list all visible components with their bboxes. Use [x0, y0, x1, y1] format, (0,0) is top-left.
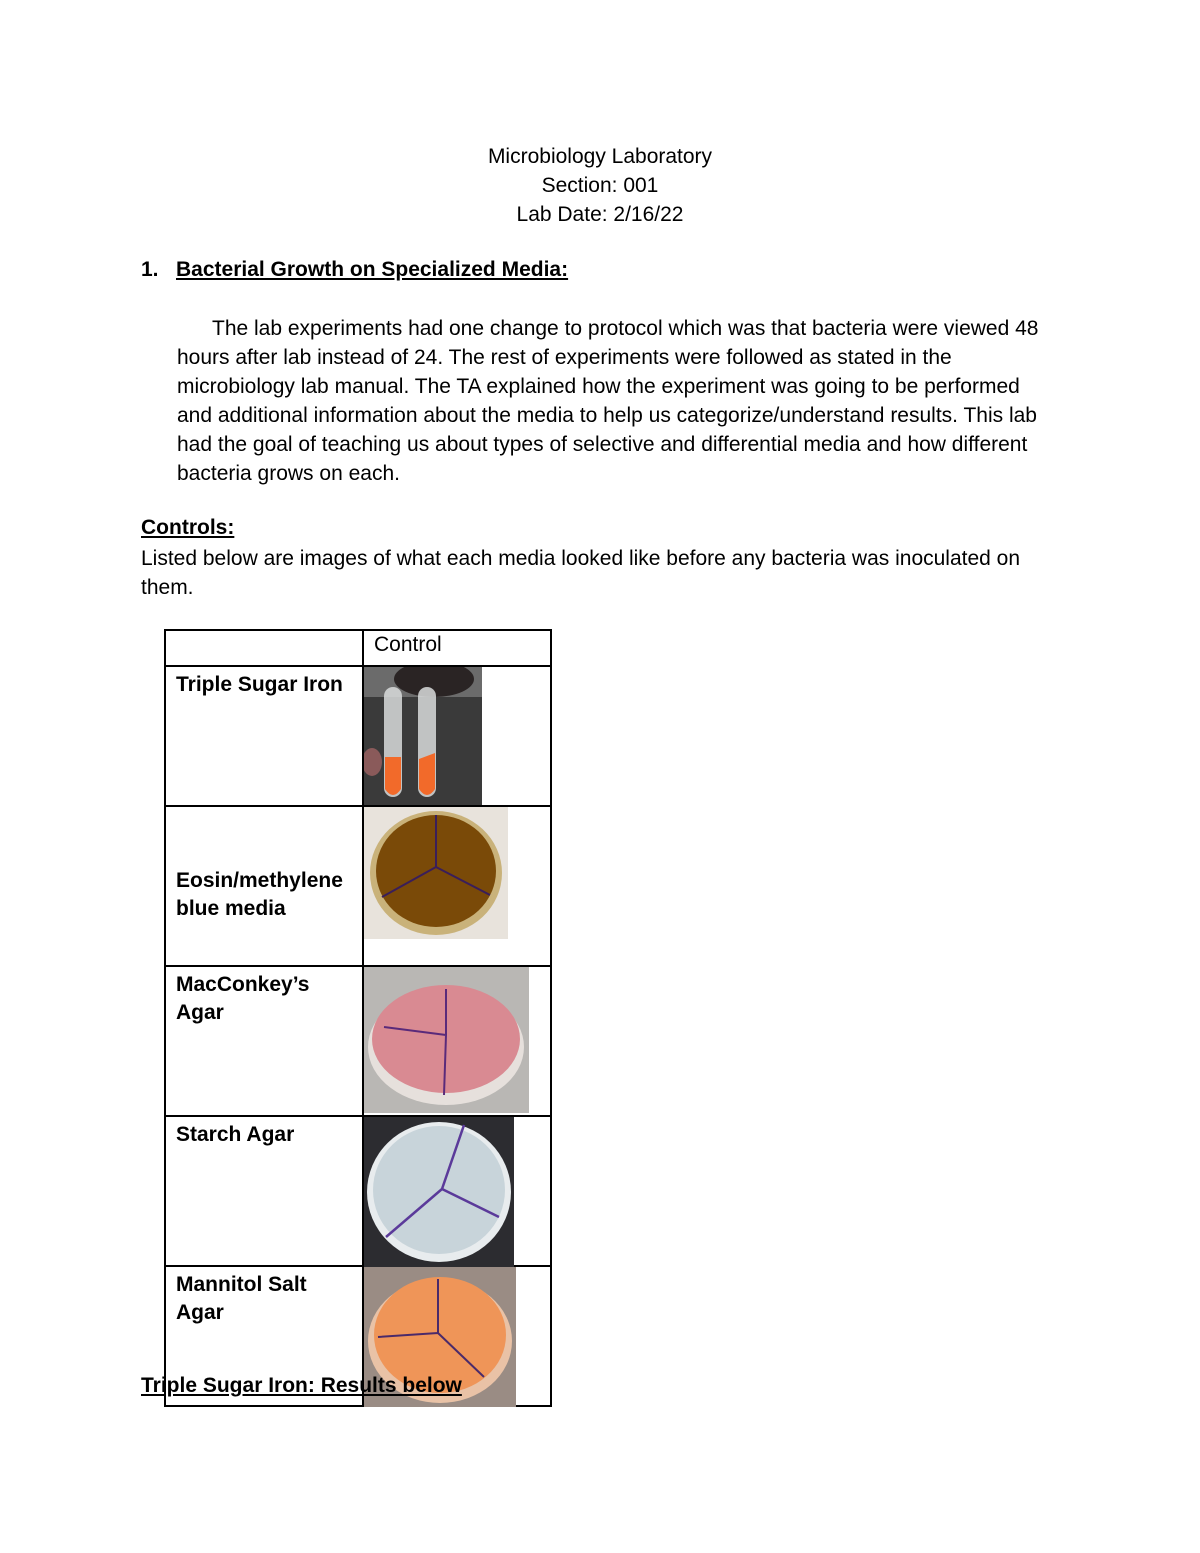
lab-date: Lab Date: 2/16/22: [516, 203, 684, 226]
table-row: [165, 806, 551, 966]
column-header-control: Control: [363, 630, 551, 666]
control-image-cell: [363, 1116, 551, 1266]
section-title: Bacterial Growth on Specialized Media:: [176, 258, 569, 281]
intro-paragraph: [177, 314, 1057, 488]
header-blank-cell: [165, 630, 363, 666]
controls-description-text: Listed below are images of what each media looked like before any bacteria was inoculated on them.: [141, 547, 1021, 599]
table-row: [165, 1116, 551, 1266]
macconkey-plate-photo: [364, 967, 529, 1113]
emb-plate-photo: [364, 807, 508, 939]
tsi-tubes-photo: [364, 667, 482, 805]
intro-text: The lab experiments had one change to protocol which was that bacteria were viewed 48 hours after lab instead of 24. The rest of experiments were followed as stated in the microbiology lab manual. The TA explained how the experiment was going to be performed and additional information about the media to help us categorize/understand results. This lab had the goal of teaching us about types of selective and differential media and how different bacteria grows on each.: [177, 317, 1039, 485]
control-image-cell: [363, 666, 551, 806]
course-title: Microbiology Laboratory: [487, 145, 713, 168]
section-number: Section: 001: [541, 174, 659, 197]
media-name-cell: Mannitol Salt Agar: [165, 1266, 363, 1406]
media-name-cell: MacConkey’s Agar: [165, 966, 363, 1116]
section-number-label: 1.: [141, 258, 159, 281]
starch-plate-photo: [364, 1117, 514, 1267]
media-name-cell: Eosin/methylene blue media: [165, 806, 363, 966]
controls-table: [164, 629, 552, 1407]
document-header: [0, 142, 1200, 229]
table-row: [165, 666, 551, 806]
media-name-cell: Triple Sugar Iron: [165, 666, 363, 806]
control-image-cell: [363, 806, 551, 966]
table-header-row: [165, 630, 551, 666]
results-heading: Triple Sugar Iron: Results below: [141, 1374, 462, 1397]
table-row: [165, 966, 551, 1116]
media-name-cell: Starch Agar: [165, 1116, 363, 1266]
section-heading: [141, 258, 568, 282]
controls-heading: Controls:: [141, 516, 235, 539]
control-image-cell: [363, 966, 551, 1116]
controls-description: [141, 544, 1061, 602]
